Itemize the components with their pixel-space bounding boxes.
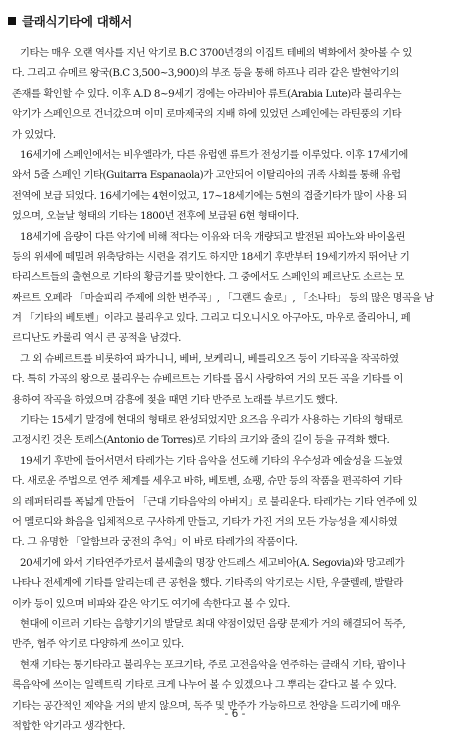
text-line: 반주, 협주 악기로 다양하게 쓰이고 있다. <box>12 638 184 651</box>
text-line: 타리스트들의 출현으로 기타의 황금기를 맞이한다. 그 중에서도 스페인의 페르난도 소르는 모 <box>12 271 404 284</box>
text-line: 등의 위세에 떼밀려 위축당하는 시련을 겪기도 하지만 18세기 후반부터 19세기까지 뛰어난 기 <box>12 250 410 263</box>
text-line: 다. 그 유명한 「알함브라 궁전의 추억」이 바로 타레가의 작품이다. <box>12 536 298 549</box>
text-line: 고정시킨 것은 토레스(Antonio de Torres)로 기타의 크기와 줄의 길이 등을 규격화 했다. <box>12 434 390 447</box>
text-line: 그 외 슈베르트를 비롯하여 파가니니, 베버, 보케리니, 베를리오즈 등이 기타곡을 작곡하였 <box>20 352 399 365</box>
square-bullet-icon <box>8 17 16 25</box>
text-line: 16세기에 스페인에서는 비우엘라가, 다른 유럽엔 류트가 전성기를 이루었다. 이후 17세기에 <box>20 148 408 161</box>
text-line: 기타는 15세기 말경에 현대의 형태로 완성되었지만 요즈음 우리가 사용하는 기타의 형태로 <box>20 414 403 427</box>
text-line: 짜르트 오페라 「마술피리 주제에 의한 변주곡」, 「그랜드 솔로」, 「소나타」 등의 많은 명곡을 남 <box>12 291 434 304</box>
text-line: 적합한 악기라고 생각한다. <box>12 719 125 732</box>
text-line: 용하여 작곡을 하였으며 감흥에 젖을 때면 기타 반주로 노래를 부르기도 했다. <box>12 393 338 406</box>
section-heading <box>8 12 132 30</box>
text-line: 악기가 스페인으로 건너갔으며 이미 로마제국의 지배 하에 있었던 스페인에는 라틴풍의 기타 <box>12 108 402 121</box>
text-line: 현재 기타는 통기타라고 불리우는 포크기타, 주로 고전음악을 연주하는 클래식 기타, 팝이나 <box>20 658 406 671</box>
text-line: 다. 특히 가곡의 왕으로 불리우는 슈베르트는 기타를 몹시 사랑하여 거의 모든 곡을 기타를 이 <box>12 373 403 386</box>
body-text <box>12 43 461 736</box>
text-line: 다. 새로운 주법으로 연주 체계를 세우고 바하, 베토벤, 쇼팽, 슈만 등의 작품을 편곡하여 기타 <box>12 475 402 488</box>
text-line: 이카 등이 있으며 비파와 같은 악기도 여기에 속한다고 볼 수 있다. <box>12 597 290 610</box>
text-line: 르디난도 카룰리 역시 큰 공적을 남겼다. <box>12 332 181 345</box>
text-line: 와서 5줄 스페인 기타(Guitarra Espanaola)가 고안되어 이탈리아의 귀족 사회를 통해 유럽 <box>12 169 401 182</box>
section-title: 클래식기타에 대해서 <box>22 14 133 29</box>
text-line: 19세기 후반에 들어서면서 타레가는 기타 음악을 선도해 기타의 우수성과 예술성을 드높였 <box>20 454 403 467</box>
text-line: 어 멜로디와 화음을 입체적으로 구사하게 만들고, 기타가 가진 거의 모든 가능성을 제시하였 <box>12 515 398 528</box>
text-line: 겨 「기타의 베토벤」이라고 불리우고 있다. 그리고 디오니시오 아구아도, 마우로 줄리아니, 페 <box>12 312 411 325</box>
text-line: 존재를 확인할 수 있다. 이후 A.D 8~9세기 경에는 아라비아 류트(Arabia Lute)라 불리우는 <box>12 87 402 100</box>
text-line: 가 있었다. <box>12 128 56 141</box>
text-line: 의 레퍼터리를 폭넓게 만들어 「근대 기타음악의 아버지」로 불리운다. 타레가는 기타 연주에 있 <box>12 495 417 508</box>
text-line: 나타나 전세계에 기타를 알리는데 큰 공헌을 했다. 기타족의 악기로는 시탄, 우쿨렐레, 발랄라 <box>12 577 403 590</box>
text-line: 전역에 보급 되었다. 16세기에는 4현이었고, 17~18세기에는 5현의 겹줄기타가 많이 사용 되 <box>12 189 407 202</box>
text-line: 기타는 공간적인 제약을 거의 받지 않으며, 독주 및 반주가 가능하므로 찬양을 드리기에 매우 <box>12 699 401 712</box>
text-line: 다. 그리고 슈메르 왕국(B.C 3,500~3,900)의 부조 등을 통해 하프나 리라 같은 발현악기의 <box>12 67 399 80</box>
text-line: 기타는 매우 오랜 역사를 지닌 악기로 B.C 3700년경의 이집트 테베의 벽화에서 찾아볼 수 있 <box>20 47 412 59</box>
text-line: 20세기에 와서 기타연주가로서 불세출의 명장 안드레스 세고비아(A. Segovia)와 망고레가 <box>20 556 405 569</box>
text-line: 현대에 이르러 기타는 음향기기의 발달로 최대 약점이었던 음량 문제가 거의 해결되어 독주, <box>20 617 406 630</box>
text-line: 었으며, 오늘날 형태의 기타는 1800년 전후에 보급된 6현 형태이다. <box>12 210 299 223</box>
text-line: 18세기에 음량이 다른 악기에 비해 적다는 이유와 더욱 개량되고 발전된 피아노와 바이올린 <box>20 230 406 243</box>
page-number: - 6 - <box>224 708 246 720</box>
text-line: 록음악에 쓰이는 일렉트릭 기타로 크게 나누어 볼 수 있겠으나 그 뿌리는 같다고 볼 수 있다. <box>12 679 397 692</box>
